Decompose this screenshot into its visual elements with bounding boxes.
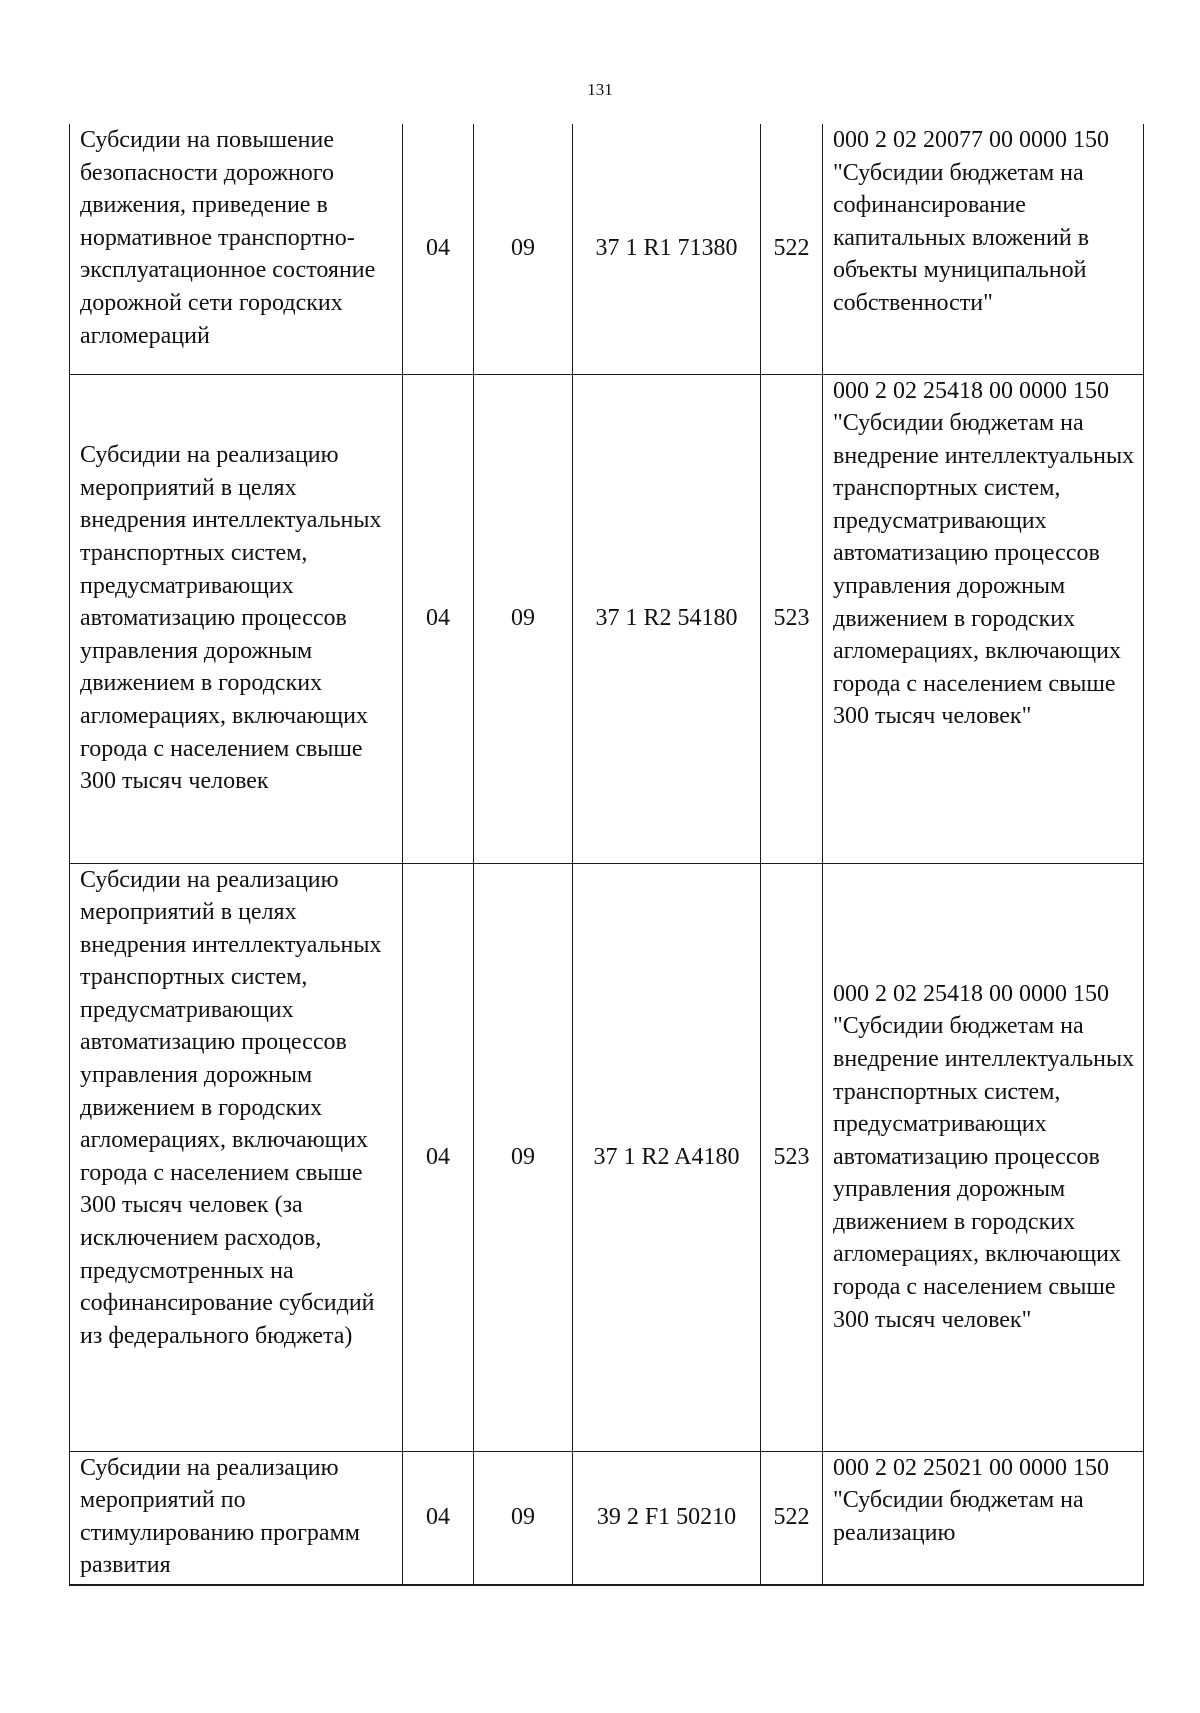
row-subsection: 09 <box>474 374 573 863</box>
table-row <box>70 374 1144 863</box>
row-description: Субсидии на реализацию мероприятий по стимулированию программ развития <box>70 1451 403 1585</box>
row-target-article: 37 1 R2 A4180 <box>573 863 761 1451</box>
row-subsection: 09 <box>474 863 573 1451</box>
row-expense-type: 523 <box>761 374 823 863</box>
budget-table <box>69 124 1144 1586</box>
row-description: Субсидии на реализацию мероприятий в целях внедрения интеллектуальных транспортных систем, предусматривающих автоматизацию процессов управления дорожным движением в городских агломерациях, включающих города с населением свыше 300 тысяч человек <box>70 374 403 863</box>
row-section: 04 <box>403 124 474 374</box>
row-revenue-code: 000 2 02 25418 00 0000 150 "Субсидии бюджетам на внедрение интеллектуальных транспортных систем, предусматривающих автоматизацию процессов управления дорожным движением в городских агломерациях, включающих города с населением свыше 300 тысяч человек" <box>823 374 1144 863</box>
page-number: 131 <box>587 80 613 99</box>
row-section: 04 <box>403 1451 474 1585</box>
row-expense-type: 522 <box>761 1451 823 1585</box>
row-description: Субсидии на реализацию мероприятий в целях внедрения интеллектуальных транспортных систем, предусматривающих автоматизацию процессов управления дорожным движением в городских агломерациях, включающих города с населением свыше 300 тысяч человек (за исключением расходов, предусмотренных на софинансирование субсидий из федерального бюджета) <box>70 863 403 1451</box>
row-subsection: 09 <box>474 124 573 374</box>
row-section: 04 <box>403 374 474 863</box>
table-row <box>70 124 1144 374</box>
row-target-article: 39 2 F1 50210 <box>573 1451 761 1585</box>
row-expense-type: 522 <box>761 124 823 374</box>
row-revenue-code: 000 2 02 25418 00 0000 150 "Субсидии бюджетам на внедрение интеллектуальных транспортных систем, предусматривающих автоматизацию процессов управления дорожным движением в городских агломерациях, включающих города с населением свыше 300 тысяч человек" <box>823 863 1144 1451</box>
row-section: 04 <box>403 863 474 1451</box>
table-row <box>70 863 1144 1451</box>
row-target-article: 37 1 R2 54180 <box>573 374 761 863</box>
row-subsection: 09 <box>474 1451 573 1585</box>
row-revenue-code: 000 2 02 20077 00 0000 150 "Субсидии бюджетам на софинансирование капитальных вложений в объекты муниципальной собственности" <box>823 124 1144 374</box>
row-expense-type: 523 <box>761 863 823 1451</box>
row-revenue-code: 000 2 02 25021 00 0000 150 "Субсидии бюджетам на реализацию <box>823 1451 1144 1585</box>
row-description: Субсидии на повышение безопасности дорожного движения, приведение в нормативное транспортно-эксплуатационное состояние дорожной сети городских агломераций <box>70 124 403 374</box>
table-row <box>70 1451 1144 1585</box>
row-target-article: 37 1 R1 71380 <box>573 124 761 374</box>
